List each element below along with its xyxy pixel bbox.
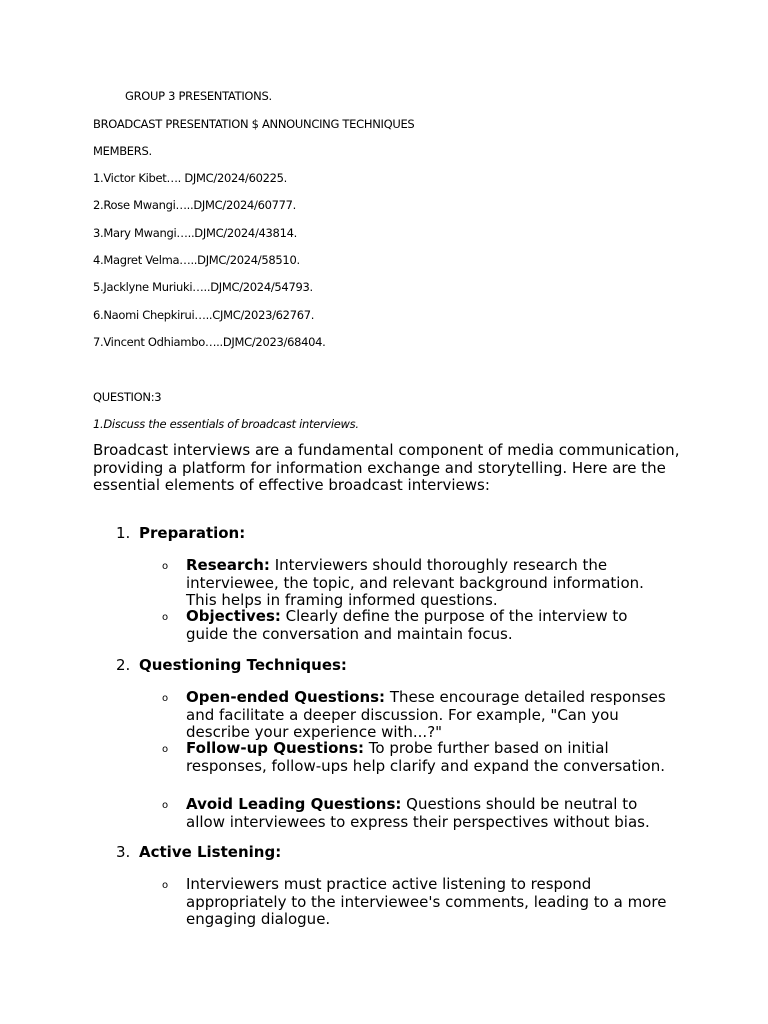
member-item: 5.Jacklyne Muriuki…..DJMC/2024/54793. <box>93 280 313 294</box>
bullet-text: These encourage detailed responses and facilitate a deeper discussion. For example, "Can you describe your experience with...?" <box>186 688 666 741</box>
group-title: GROUP 3 PRESENTATIONS. <box>125 89 272 103</box>
bullet-item <box>162 557 672 610</box>
bullet-label: Research: <box>186 556 270 574</box>
question-prompt: 1.Discuss the essentials of broadcast interviews. <box>93 417 359 431</box>
bullet-label: Avoid Leading Questions: <box>186 795 402 813</box>
bullet-label: Objectives: <box>186 607 281 625</box>
section-heading <box>116 844 281 862</box>
bullet-item <box>162 608 672 643</box>
bullet-marker: o <box>162 612 169 623</box>
members-label: MEMBERS. <box>93 144 152 158</box>
section-title: Preparation: <box>139 524 246 542</box>
bullet-marker: o <box>162 800 169 811</box>
bullet-label: Open-ended Questions: <box>186 688 386 706</box>
bullet-item <box>162 740 672 775</box>
member-item: 7.Vincent Odhiambo…..DJMC/2023/68404. <box>93 335 326 349</box>
bullet-item <box>162 689 672 742</box>
section-title: Questioning Techniques: <box>139 656 347 674</box>
bullet-item <box>162 876 672 929</box>
intro-paragraph: Broadcast interviews are a fundamental component of media communication, providing a platform for information exchange and storytelling. Here are the essential elements of effective broadcast interviews: <box>93 441 680 494</box>
bullet-text: To probe further based on initial responses, follow-ups help clarify and expand the conversation. <box>186 739 665 775</box>
bullet-text: Interviewers must practice active listening to respond appropriately to the interviewee's comments, leading to a more engaging dialogue. <box>186 875 667 928</box>
member-item: 1.Victor Kibet…. DJMC/2024/60225. <box>93 171 288 185</box>
bullet-marker: o <box>162 880 169 891</box>
bullet-text: Clearly define the purpose of the interview to guide the conversation and maintain focus. <box>186 607 628 643</box>
member-item: 2.Rose Mwangi…..DJMC/2024/60777. <box>93 198 297 212</box>
bullet-marker: o <box>162 744 169 755</box>
member-item: 4.Magret Velma…..DJMC/2024/58510. <box>93 253 300 267</box>
section-number: 3. <box>116 843 131 861</box>
bullet-marker: o <box>162 693 169 704</box>
section-heading <box>116 525 245 543</box>
bullet-item <box>162 796 672 831</box>
section-title: Active Listening: <box>139 843 282 861</box>
bullet-text: Interviewers should thoroughly research the interviewee, the topic, and relevant background information. This helps in framing informed questions. <box>186 556 644 609</box>
section-heading <box>116 657 347 675</box>
bullet-text: Questions should be neutral to allow interviewees to express their perspectives without bias. <box>186 795 650 831</box>
question-label: QUESTION:3 <box>93 390 162 404</box>
bullet-label: Follow-up Questions: <box>186 739 365 757</box>
bullet-marker: o <box>162 561 169 572</box>
member-item: 6.Naomi Chepkirui…..CJMC/2023/62767. <box>93 308 315 322</box>
course-title: BROADCAST PRESENTATION $ ANNOUNCING TECHNIQUES <box>93 117 415 131</box>
section-number: 1. <box>116 524 131 542</box>
section-number: 2. <box>116 656 131 674</box>
member-item: 3.Mary Mwangi…..DJMC/2024/43814. <box>93 226 297 240</box>
